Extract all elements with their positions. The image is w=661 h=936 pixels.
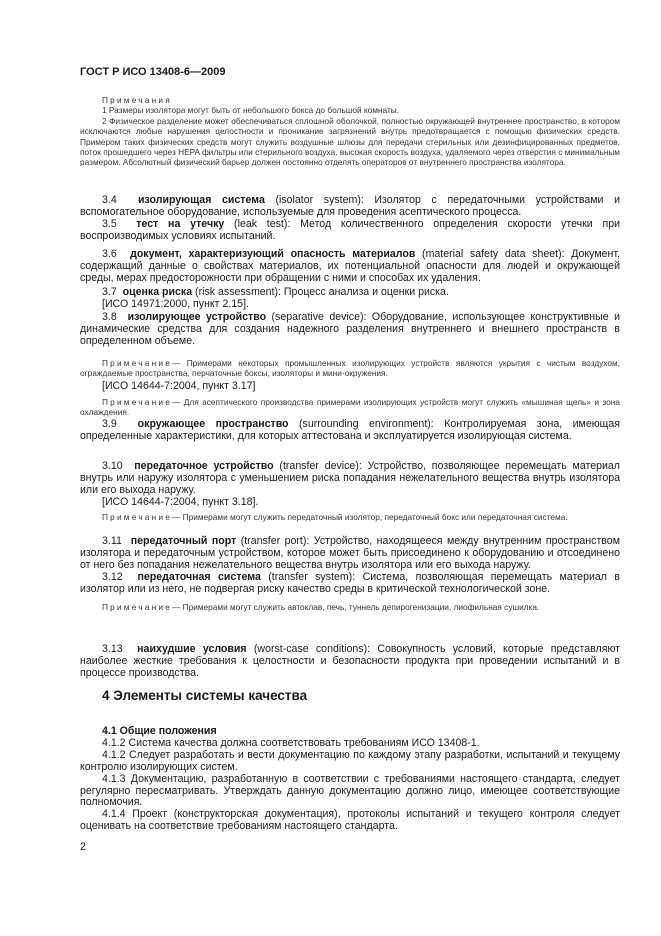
term-number: 3.13 xyxy=(102,643,123,655)
term-3-6 xyxy=(80,249,620,285)
term-name: передаточное устройство xyxy=(134,460,274,472)
term-definition: (surrounding environment): Контролируемая зона, имеющая определенные характеристики, для которых аттестована и эксплуатируется изолирующая система. xyxy=(80,418,620,442)
note-label: Примечание xyxy=(102,397,173,407)
term-definition: (transfer port): Устройство, находящееся между внутренним пространством изолятора и передаточным устройством, которое может быть присоединено к оборудованию и отсоединено от него без попадания нежелательного вещества внутрь изолятора или его выхода наружу. xyxy=(80,535,620,571)
note xyxy=(80,602,620,612)
paragraph: 4.1.3 Документацию, разработанную в соответствии с требованиями настоящего стандарта, следует регулярно пересматривать. Утверждать данную документацию должно лицо, имеющее соответствующие полномочия. xyxy=(80,772,620,809)
note-item: 1 Размеры изолятора могут быть от небольшого бокса до большой комнаты. xyxy=(102,105,400,116)
reference-text: [ИСО 14644-7:2004, пункт 3.17] xyxy=(102,380,256,392)
note-text: — Примерами могут служить автоклав, печь, туннель депирогенизации, лиофильная сушилка. xyxy=(172,602,540,612)
paragraph: 4.1.2 Система качества должна соответствовать требованиям ИСО 13408-1. xyxy=(102,736,480,749)
term-3-5 xyxy=(80,219,620,243)
note-text: — Для асептического производства примерами изолирующих устройств могут служить «мышиная щель» и зона охлаждения. xyxy=(80,397,620,418)
term-definition: (leak test): Метод количественного определения скорости утечки при воспроизводимых условиях испытаний. xyxy=(80,218,621,242)
note-text: — Примерами могут служить передаточный изолятор, передаточный бокс или передаточная система. xyxy=(172,512,568,522)
term-number: 3.8 xyxy=(102,311,117,323)
reference: [ИСО 14644-7:2004, пункт 3.18]. xyxy=(102,495,259,508)
paragraph: 4.1.2 Следует разработать и вести документацию по каждому этапу разработки, испытаний и текущему контролю изолирующих систем. xyxy=(80,748,620,773)
term-name: тест на утечку xyxy=(136,218,225,230)
term-definition: (risk assessment): Процесс анализа и оценки риска. xyxy=(192,286,449,298)
term-3-7 xyxy=(80,287,620,311)
document-header: ГОСТ Р ИСО 13408-6—2009 xyxy=(80,66,226,78)
term-name: документ, характеризующий опасность материалов xyxy=(130,248,416,260)
term-number: 3.11 xyxy=(102,535,122,547)
term-3-8 xyxy=(80,312,620,348)
note xyxy=(80,358,620,379)
term-number: 3.10 xyxy=(102,460,123,472)
term-definition: (material safety data sheet): Документ, содержащий данные о свойствах материалов, их потенциальной опасности для людей и окружающей среды, мерах предосторожности при обращении с ними и способах их удаления. xyxy=(80,248,620,284)
paragraph: 4.1.4 Проект (конструкторская документация), протоколы испытаний и текущего контроля следует оценивать на соответствие требованиям настоящего стандарта. xyxy=(80,808,620,833)
term-name: изолирующая система xyxy=(138,194,265,206)
note-label: Примечание xyxy=(102,358,173,368)
term-number: 3.7 xyxy=(102,286,117,298)
notes-title: Примечания xyxy=(102,95,172,105)
term-name: оценка риска xyxy=(122,286,193,298)
section-heading: 4 Элементы системы качества xyxy=(102,688,308,703)
notes-block xyxy=(80,95,620,168)
term-name: изолирующее устройство xyxy=(127,311,267,323)
term-definition: (worst-case conditions): Совокупность условий, которые представляют наиболее жесткие требования к целостности и безопасности продукта при проведении испытаний и в процессе производства. xyxy=(80,643,621,679)
note-item: 2 Физическое разделение может обеспечиваться сплошной оболочкой, полностью окружающей внутреннее пространство, в котором исключаются любые нарушения целостности и проникание загрязнений внутрь предотвращается с помощью физических средств. Примером таких физических средств могут служить воздушные шлюзы для передачи стерильных или дезинфицированных предметов, поток прошедшего через HEPA фильтры или стерильного воздуха, высокая скорость воздуха, удаляемого через отверстия с минимальным размером. Абсолютный физический барьер должен постоянно отделять операторов от внутреннего пространства изолятора. xyxy=(80,115,620,168)
term-definition: (isolator system): Изолятор с передаточными устройствами и вспомогательное оборудование, используемые для проведения асептического процесса. xyxy=(80,194,620,218)
reference: [ИСО 14971:2000, пункт 2.15]. xyxy=(102,297,249,310)
term-3-9 xyxy=(80,419,620,443)
term-3-10 xyxy=(80,461,620,509)
term-3-4 xyxy=(80,195,620,219)
note xyxy=(80,397,620,418)
term-definition: (transfer device): Устройство, позволяющее перемещать материал внутрь или наружу изолятора с уменьшением риска попадания нежелательного вещества внутрь изолятора или его выхода наружу. xyxy=(80,460,620,496)
term-name: передаточный порт xyxy=(130,535,237,547)
term-number: 3.12 xyxy=(102,570,123,583)
term-name: окружающее пространство xyxy=(137,418,289,430)
section-4-1 xyxy=(80,726,620,833)
term-name: передаточная система xyxy=(137,570,261,583)
note-label: Примечание xyxy=(102,602,173,612)
term-number: 3.9 xyxy=(102,418,117,430)
term-definition: (separative device): Оборудование, использующее конструктивные и динамические средства для создания надежного разделения внутреннего и внешнего пространств в определенном объеме. xyxy=(80,311,620,347)
term-definition: (transfer system): Система, позволяющая перемещать материал в изолятор или из него, не подвергая риску качество среды в критической технологической зоне. xyxy=(80,570,620,595)
subsection-heading: 4.1 Общие положения xyxy=(102,725,217,737)
page-number: 2 xyxy=(80,841,86,853)
term-number: 3.6 xyxy=(102,248,117,260)
term-3-11 xyxy=(80,536,620,596)
term-3-13 xyxy=(80,644,620,680)
reference xyxy=(80,381,620,393)
note-text: — Примерами некоторых промышленных изолирующих устройств являются укрытия с чистым воздухом, ограждаемые пространства, перчаточные боксы, изоляторы и мини-окружения. xyxy=(80,358,620,379)
term-number: 3.5 xyxy=(102,218,117,230)
term-name: наихудшие условия xyxy=(137,643,247,655)
note xyxy=(80,512,620,522)
note-label: Примечание xyxy=(102,512,173,522)
term-number: 3.4 xyxy=(102,194,117,206)
